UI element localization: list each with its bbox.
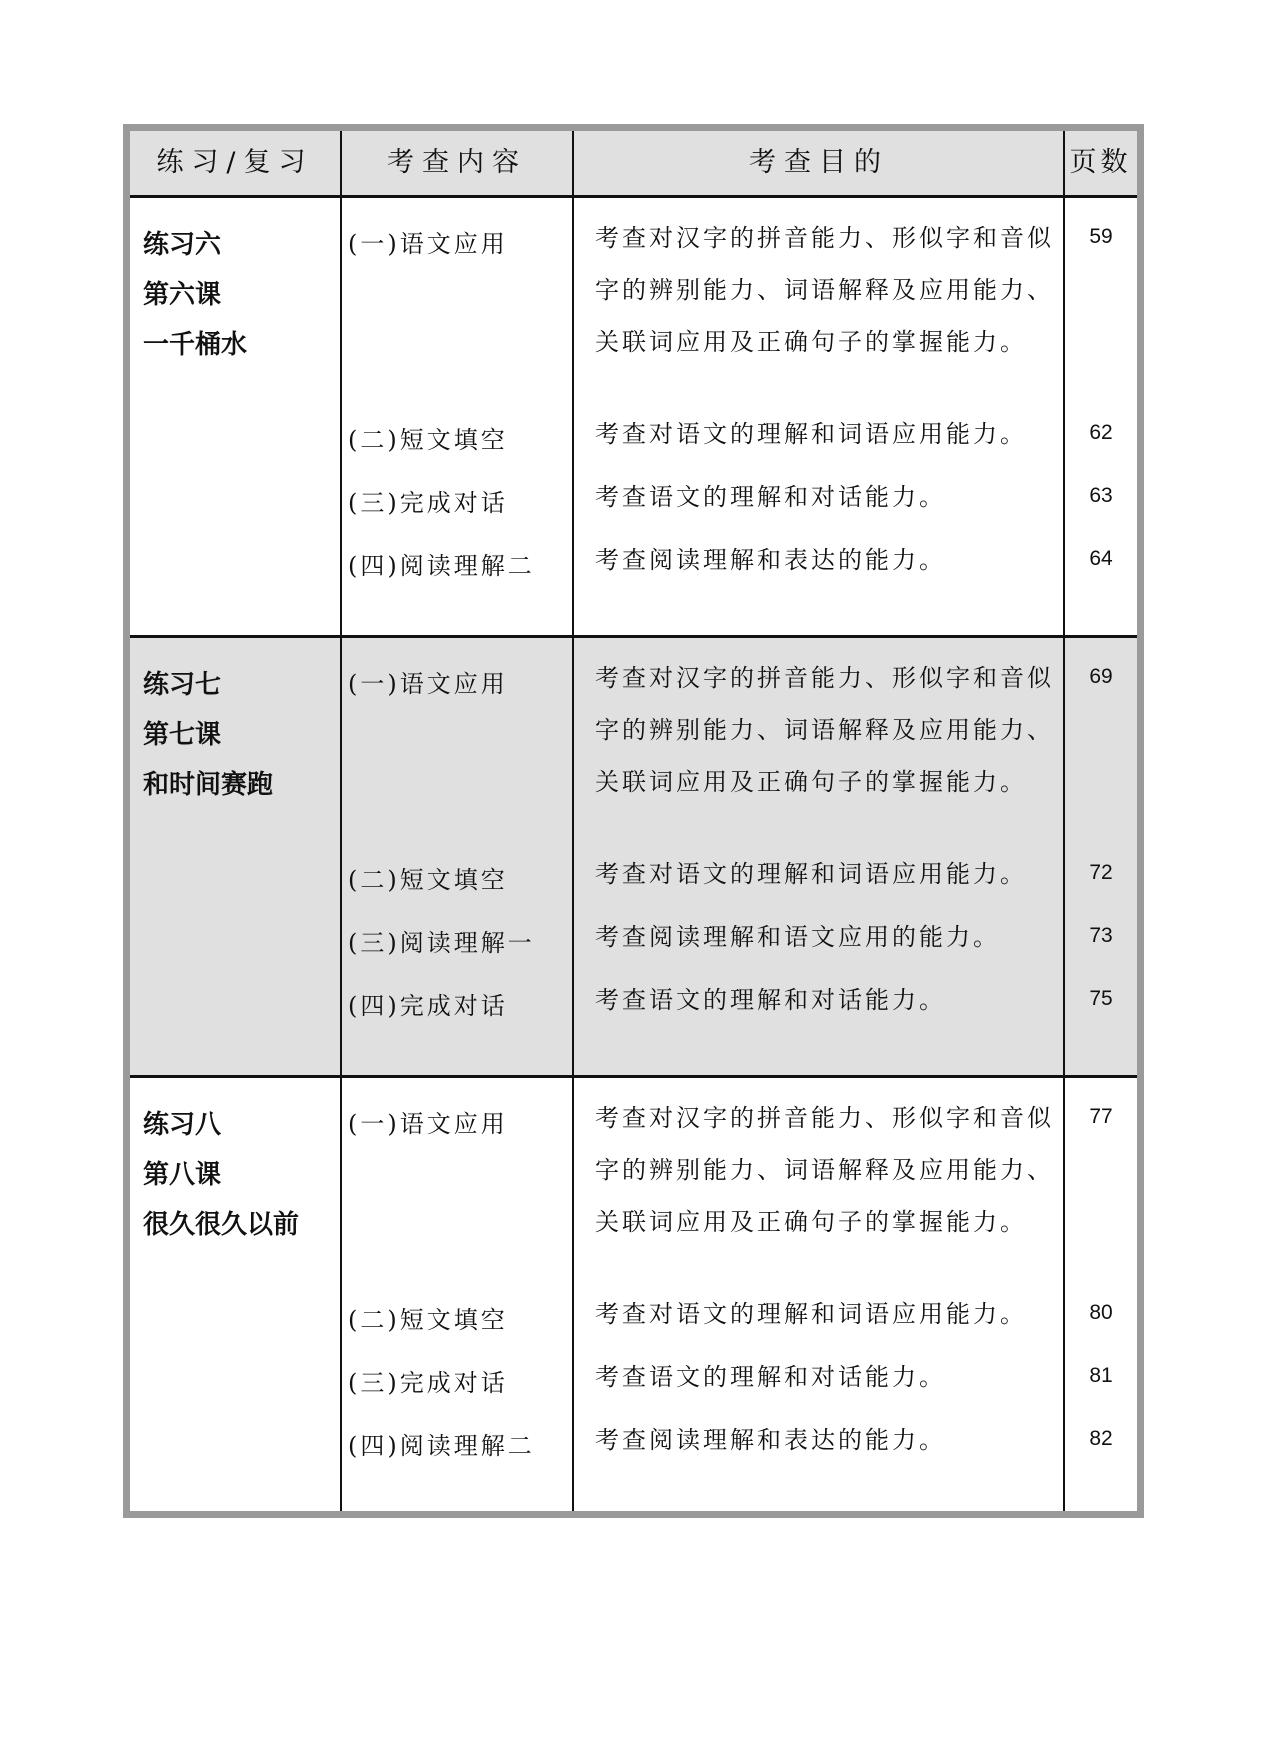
lesson-label bbox=[143, 220, 247, 370]
content-cell: (四)阅读理解二 bbox=[348, 1432, 535, 1460]
purpose-cell: 考查阅读理解和表达的能力。 bbox=[595, 1426, 946, 1454]
table-header bbox=[130, 131, 1137, 198]
content-cell: (二)短文填空 bbox=[348, 1306, 508, 1334]
exercise-number: 练习八 bbox=[143, 1110, 222, 1140]
purpose-cell: 考查对语文的理解和词语应用能力。 bbox=[595, 420, 1027, 448]
lesson-number: 第六课 bbox=[143, 280, 222, 310]
purpose-cell: 考查对汉字的拼音能力、形似字和音似字的辨别能力、词语解释及应用能力、关联词应用及正确句子的掌握能力。 bbox=[595, 664, 1054, 796]
purpose-cell: 考查对汉字的拼音能力、形似字和音似字的辨别能力、词语解释及应用能力、关联词应用及正确句子的掌握能力。 bbox=[595, 224, 1054, 356]
page-number: 77 bbox=[1089, 1105, 1113, 1128]
content-cell: (三)完成对话 bbox=[348, 489, 508, 517]
content-cell: (一)语文应用 bbox=[348, 1110, 508, 1138]
purpose-cell: 考查阅读理解和表达的能力。 bbox=[595, 546, 946, 574]
content-cell: (三)完成对话 bbox=[348, 1369, 508, 1397]
page-number: 82 bbox=[1089, 1427, 1113, 1450]
lesson-title: 很久很久以前 bbox=[143, 1210, 300, 1240]
lesson-number: 第七课 bbox=[143, 720, 222, 750]
page-number: 75 bbox=[1089, 987, 1113, 1010]
content-cell: (二)短文填空 bbox=[348, 866, 508, 894]
purpose-cell: 考查语文的理解和对话能力。 bbox=[595, 483, 946, 511]
purpose-cell: 考查对汉字的拼音能力、形似字和音似字的辨别能力、词语解释及应用能力、关联词应用及正确句子的掌握能力。 bbox=[595, 1104, 1054, 1236]
content-cell: (一)语文应用 bbox=[348, 670, 508, 698]
purpose-cell: 考查语文的理解和对话能力。 bbox=[595, 1363, 946, 1391]
content-cell: (三)阅读理解一 bbox=[348, 929, 535, 957]
purpose-cell: 考查阅读理解和语文应用的能力。 bbox=[595, 923, 1000, 951]
header-content: 考查内容 bbox=[387, 147, 527, 178]
page-number: 80 bbox=[1089, 1301, 1113, 1324]
page-number: 81 bbox=[1089, 1364, 1113, 1387]
page-number: 64 bbox=[1089, 547, 1113, 570]
exercise-number: 练习六 bbox=[143, 230, 222, 260]
lesson-label bbox=[143, 660, 273, 810]
column-divider bbox=[572, 131, 574, 1511]
purpose-cell: 考查语文的理解和对话能力。 bbox=[595, 986, 946, 1014]
purpose-cell: 考查对语文的理解和词语应用能力。 bbox=[595, 860, 1027, 888]
content-cell: (四)阅读理解二 bbox=[348, 552, 535, 580]
lesson-title: 和时间赛跑 bbox=[143, 770, 274, 800]
exercise-table bbox=[123, 124, 1144, 1518]
purpose-cell: 考查对语文的理解和词语应用能力。 bbox=[595, 1300, 1027, 1328]
section-exercise-8 bbox=[130, 1078, 1137, 1511]
header-purpose: 考查目的 bbox=[749, 147, 889, 178]
section-exercise-6 bbox=[130, 198, 1137, 638]
page-number: 72 bbox=[1089, 861, 1113, 884]
column-divider bbox=[1063, 131, 1065, 1511]
header-exercise: 练习/复习 bbox=[156, 147, 314, 178]
page-number: 63 bbox=[1089, 484, 1113, 507]
content-cell: (一)语文应用 bbox=[348, 230, 508, 258]
content-cell: (二)短文填空 bbox=[348, 426, 508, 454]
lesson-title: 一千桶水 bbox=[143, 330, 248, 360]
exercise-number: 练习七 bbox=[143, 670, 222, 700]
column-divider bbox=[340, 131, 342, 1511]
section-exercise-7 bbox=[130, 638, 1137, 1078]
lesson-number: 第八课 bbox=[143, 1160, 222, 1190]
lesson-label bbox=[143, 1100, 299, 1250]
header-page: 页数 bbox=[1069, 147, 1132, 178]
page-number: 59 bbox=[1089, 225, 1113, 248]
page-number: 69 bbox=[1089, 665, 1113, 688]
page-number: 73 bbox=[1089, 924, 1113, 947]
content-cell: (四)完成对话 bbox=[348, 992, 508, 1020]
page-number: 62 bbox=[1089, 421, 1113, 444]
